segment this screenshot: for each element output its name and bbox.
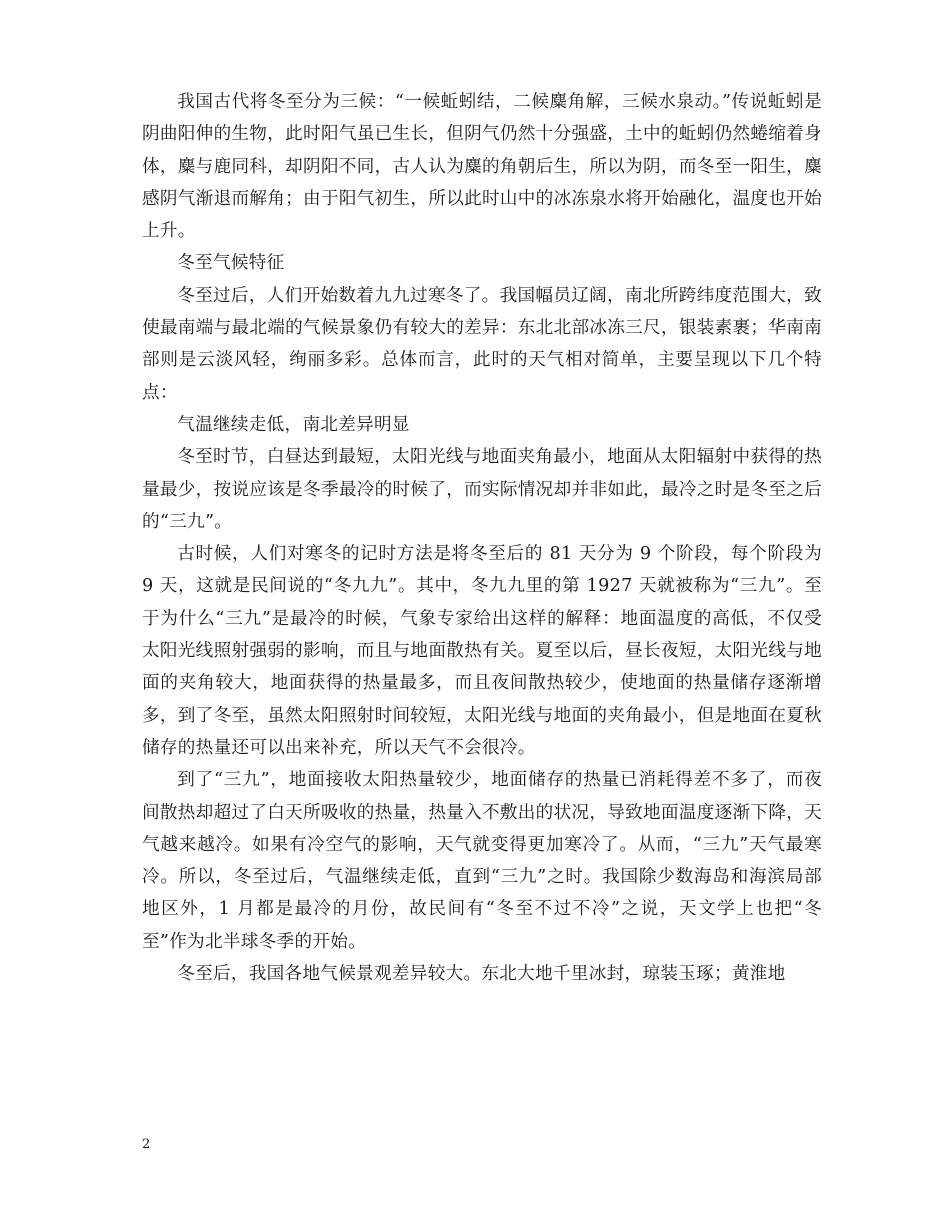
paragraph-third-nine: 到了“三九”，地面接收太阳热量较少，地面储存的热量已消耗得差不多了，而夜间散热却超过了白天所吸收的热量，热量入不敷出的状况，导致地面温度逐渐下降，天气越来越冷。如果有冷空气的影响，天气就变得更加寒冷了。从而，“三九”天气最寒冷。所以，冬至过后，气温继续走低，直到“三九”之时。我国除少数海岛和海滨局部地区外，1 月都是最冷的月份，故民间有“冬至不过不冷”之说，天文学上也把“冬至”作为北半球冬季的开始。 [142,770,822,952]
paragraph-nine-nines: 古时候，人们对寒冬的记时方法是将冬至后的 81 天分为 9 个阶段，每个阶段为 9 天，这就是民间说的“冬九九”。其中，冬九九里的第 1927 天就被称为“三九”。至于为什么“三九”是最冷的时候，气象专家给出这样的解释：地面温度的高低，不仅受太阳光线照射强弱的影响，而且与地面散热有关。夏至以后，昼长夜短，太阳光线与地面的夹角较大，地面获得的热量最多，而且夜间散热较少，使地面的热量储存逐渐增多，到了冬至，虽然太阳照射时间较短，太阳光线与地面的夹角最小，但是地面在夏秋储存的热量还可以出来补充，所以天气不会很冷。 [142,544,822,758]
heading-temperature-decline: 气温继续走低，南北差异明显 [177,414,410,435]
heading-climate-features: 冬至气候特征 [177,253,285,274]
paragraph-solstice-three-phases: 我国古代将冬至分为三候：“一候蚯蚓结，二候麋角解，三候水泉动。”传说蚯蚓是阴曲阳伸的生物，此时阳气虽已生长，但阴气仍然十分强盛，土中的蚯蚓仍然蜷缩着身体，麋与鹿同科，却阴阳不同，古人认为麋的角朝后生，所以为阴，而冬至一阳生，麋感阴气渐退而解角；由于阳气初生，所以此时山中的冰冻泉水将开始融化，温度也开始上升。 [142,92,822,242]
page-number: 2 [142,1137,151,1152]
paragraph-climate-overview: 冬至过后，人们开始数着九九过寒冬了。我国幅员辽阔，南北所跨纬度范围大，致使最南端与最北端的气候景象仍有较大的差异：东北北部冰冻三尺，银装素裹；华南南部则是云淡风轻，绚丽多彩。总体而言，此时的天气相对简单，主要呈现以下几个特点： [142,285,822,403]
paragraph-regional-differences: 冬至后，我国各地气候景观差异较大。东北大地千里冰封，琼装玉琢；黄淮地 [177,964,786,985]
document-body [142,86,822,990]
paragraph-shortest-day: 冬至时节，白昼达到最短，太阳光线与地面夹角最小，地面从太阳辐射中获得的热量最少，按说应该是冬季最冷的时候了，而实际情况却并非如此，最冷之时是冬至之后的“三九”。 [142,447,822,532]
